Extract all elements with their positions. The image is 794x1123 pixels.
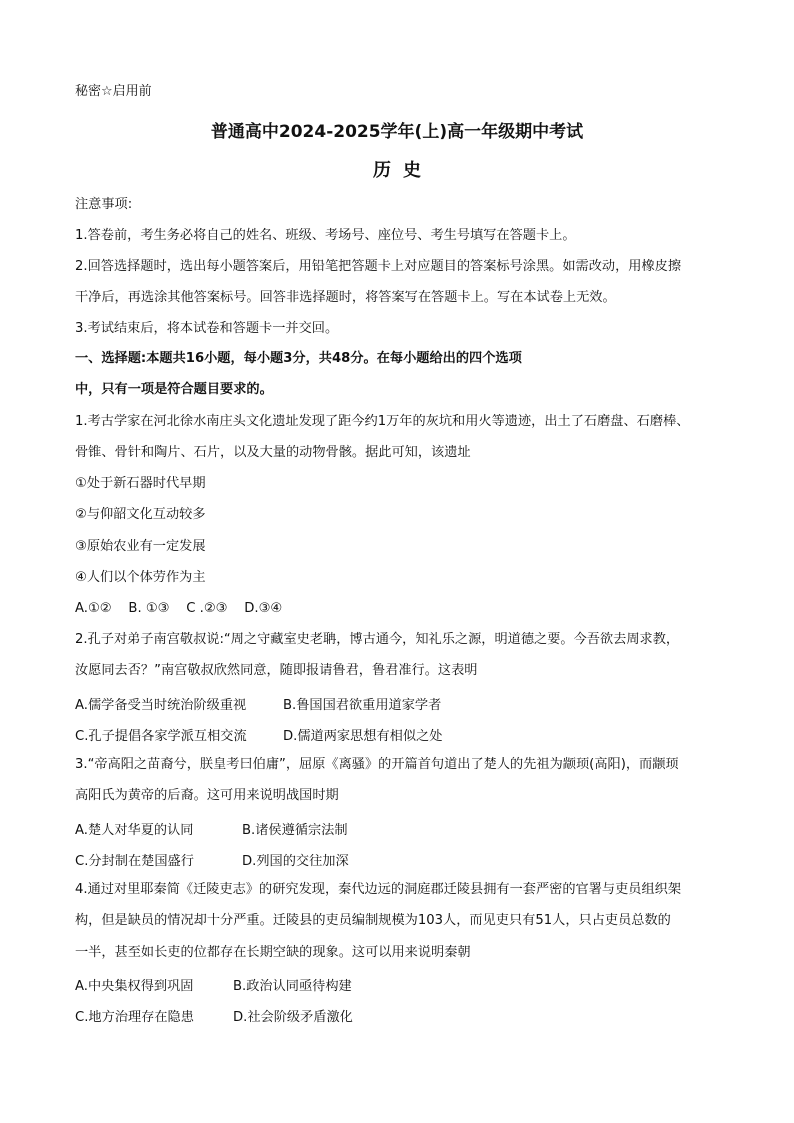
q4-stem-line-3: 一半，甚至如长吏的位都存在长期空缺的现象。这可以用来说明秦朝 xyxy=(75,945,471,960)
section-heading-line-1: 一、选择题:本题共16小题，每小题3分，共48分。在每小题给出的四个选项 xyxy=(75,351,522,366)
q2-option-a: A.儒学备受当时统治阶级重视 xyxy=(75,698,247,713)
subject-title: 历史 xyxy=(373,160,433,181)
q3-option-a: A.楚人对华夏的认同 xyxy=(75,823,194,838)
q4-option-c: C.地方治理存在隐患 xyxy=(75,1010,194,1025)
notice-heading: 注意事项: xyxy=(75,197,133,212)
q1-options: A.①② B. ①③ C .②③ D.③④ xyxy=(75,601,283,616)
q2-stem-line-2: 汝愿同去否？”南宫敬叔欣然同意，随即报请鲁君，鲁君准行。这表明 xyxy=(75,663,478,678)
q2-option-b: B.鲁国国君欲重用道家学者 xyxy=(283,698,442,713)
q3-stem-line-1: 3.“帝高阳之苗裔兮，朕皇考曰伯庸”，屈原《离骚》的开篇首句道出了楚人的先祖为颛顼(高阳)，而颛顼 xyxy=(75,757,679,772)
q1-stem-line-1: 1.考古学家在河北徐水南庄头文化遗址发现了距今约1万年的灰坑和用火等遗迹，出土了石磨盘、石磨棒、 xyxy=(75,414,690,429)
q2-stem-line-1: 2.孔子对弟子南宫敬叔说:“周之守藏室史老聃，博古通今，知礼乐之源，明道德之要。今吾欲去周求教， xyxy=(75,632,680,647)
q4-stem-line-1: 4.通过对里耶秦简《迁陵吏志》的研究发现，秦代边远的洞庭郡迁陵县拥有一套严密的官署与吏员组织架 xyxy=(75,882,682,897)
q1-statement-3: ③原始农业有一定发展 xyxy=(75,539,206,554)
notice-item-2-line-2: 干净后，再选涂其他答案标号。回答非选择题时，将答案写在答题卡上。写在本试卷上无效。 xyxy=(75,290,616,305)
q4-option-d: D.社会阶级矛盾激化 xyxy=(233,1010,353,1025)
q1-statement-2: ②与仰韶文化互动较多 xyxy=(75,507,206,522)
q3-stem-line-2: 高阳氏为黄帝的后裔。这可用来说明战国时期 xyxy=(75,788,339,803)
notice-item-1: 1.答卷前，考生务必将自己的姓名、班级、考场号、座位号、考生号填写在答题卡上。 xyxy=(75,228,576,243)
confidential-label: 秘密☆启用前 xyxy=(75,84,152,99)
q4-stem-line-2: 构，但是缺员的情况却十分严重。迁陵县的吏员编制规模为103人，而见吏只有51人，只占吏员总数的 xyxy=(75,913,671,928)
q1-statement-1: ①处于新石器时代早期 xyxy=(75,476,206,491)
q3-option-d: D.列国的交往加深 xyxy=(242,854,349,869)
notice-item-2-line-1: 2.回答选择题时，选出每小题答案后，用铅笔把答题卡上对应题目的答案标号涂黑。如需改动，用橡皮擦 xyxy=(75,259,682,274)
section-heading-line-2: 中，只有一项是符合题目要求的。 xyxy=(75,382,273,397)
q3-option-b: B.诸侯遵循宗法制 xyxy=(242,823,348,838)
notice-item-3: 3.考试结束后，将本试卷和答题卡一并交回。 xyxy=(75,321,339,336)
q1-statement-4: ④人们以个体劳作为主 xyxy=(75,570,206,585)
q4-option-a: A.中央集权得到巩固 xyxy=(75,979,194,994)
q1-stem-line-2: 骨锥、骨针和陶片、石片，以及大量的动物骨骸。据此可知，该遗址 xyxy=(75,445,471,460)
q4-option-b: B.政治认同亟待构建 xyxy=(233,979,352,994)
q3-option-c: C.分封制在楚国盛行 xyxy=(75,854,194,869)
q2-option-d: D.儒道两家思想有相似之处 xyxy=(283,729,443,744)
q2-option-c: C.孔子提倡各家学派互相交流 xyxy=(75,729,247,744)
exam-title: 普通高中2024-2025学年(上)高一年级期中考试 xyxy=(210,122,584,142)
